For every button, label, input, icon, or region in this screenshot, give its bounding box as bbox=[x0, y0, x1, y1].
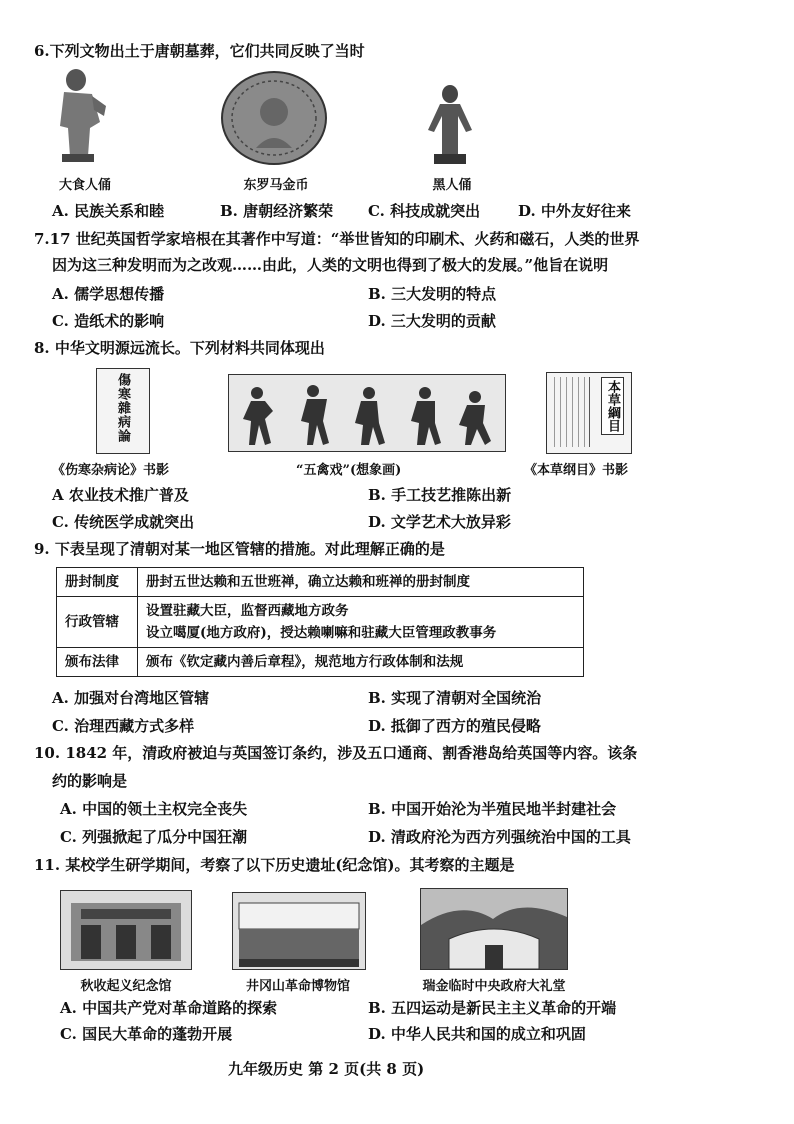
q7-stem-line1: 7.17 世纪英国哲学家培根在其著作中写道：“举世皆知的印刷术、火药和磁石，人类的世界 bbox=[34, 230, 640, 248]
q11-caption-1: 秋收起义纪念馆 bbox=[80, 979, 172, 994]
q7-option-c: C. 造纸术的影响 bbox=[52, 312, 165, 330]
byzantine-gold-coin-image bbox=[218, 68, 330, 168]
shanghan-book-title: 傷寒雜病論 bbox=[115, 373, 130, 443]
table-cell: 册封五世达赖和五世班禅，确立达赖和班禅的册封制度 bbox=[138, 568, 584, 597]
table-cell-line: 设立噶厦(地方政府)，授达赖喇嘛和驻藏大臣管理政教事务 bbox=[146, 625, 497, 641]
table-cell-line: 设置驻藏大臣，监督西藏地方政务 bbox=[146, 603, 349, 619]
bencao-book-title: 本草綱目 bbox=[601, 377, 624, 435]
q7-option-b: B. 三大发明的特点 bbox=[368, 285, 497, 303]
q10-option-d: D. 清政府沦为西方列强统治中国的工具 bbox=[368, 828, 631, 846]
q11-option-b: B. 五四运动是新民主主义革命的开端 bbox=[368, 999, 617, 1017]
table-head-cell: 颁布法律 bbox=[57, 648, 138, 677]
q8-option-c: C. 传统医学成就突出 bbox=[52, 513, 195, 531]
q7-option-a: A. 儒学思想传播 bbox=[52, 285, 165, 303]
q6-caption-1: 大食人俑 bbox=[58, 178, 111, 193]
page-footer: 九年级历史 第 2 页(共 8 页) bbox=[228, 1060, 425, 1078]
table-row bbox=[57, 597, 584, 648]
q9-measures-table bbox=[56, 567, 584, 677]
table-head-cell: 行政管辖 bbox=[57, 597, 138, 648]
q6-caption-3: 黑人俑 bbox=[432, 178, 472, 193]
q8-caption-3: 《本草纲目》书影 bbox=[524, 463, 629, 478]
q8-stem: 8. 中华文明源远流长。下列材料共同体现出 bbox=[34, 339, 325, 357]
q9-option-d: D. 抵御了西方的殖民侵略 bbox=[368, 717, 541, 735]
q8-option-d: D. 文学艺术大放异彩 bbox=[368, 513, 511, 531]
table-cell bbox=[138, 597, 584, 648]
q6-option-d: D. 中外友好往来 bbox=[518, 202, 631, 220]
q9-stem: 9. 下表呈现了清朝对某一地区管辖的措施。对此理解正确的是 bbox=[34, 540, 445, 558]
q10-stem-line1: 10. 1842 年，清政府被迫与英国签订条约，涉及五口通商、割香港岛给英国等内容。该条 bbox=[34, 744, 638, 762]
q9-option-a: A. 加强对台湾地区管辖 bbox=[52, 689, 210, 707]
q10-option-a: A. 中国的领土主权完全丧失 bbox=[60, 800, 248, 818]
q6-caption-2: 东罗马金币 bbox=[243, 178, 309, 193]
q8-option-a: A 农业技术推广普及 bbox=[52, 486, 189, 504]
q10-option-b: B. 中国开始沦为半殖民地半封建社会 bbox=[368, 800, 617, 818]
tang-figurine-dashi-image bbox=[48, 66, 118, 166]
q8-caption-1: 《伤寒杂病论》书影 bbox=[52, 463, 170, 478]
q8-caption-2: “五禽戏”(想象画) bbox=[296, 463, 402, 478]
ruijin-auditorium-image bbox=[420, 888, 568, 970]
q7-stem-line2: 因为这三种发明而为之改观……由此，人类的文明也得到了极大的发展。”他旨在说明 bbox=[52, 256, 609, 274]
q11-stem: 11. 某校学生研学期间，考察了以下历史遗址(纪念馆)。其考察的主题是 bbox=[34, 856, 515, 874]
q11-option-d: D. 中华人民共和国的成立和巩固 bbox=[368, 1025, 586, 1043]
q6-option-b: B. 唐朝经济繁荣 bbox=[220, 202, 334, 220]
q6-stem: 6.下列文物出土于唐朝墓葬，它们共同反映了当时 bbox=[34, 42, 365, 60]
table-head-cell: 册封制度 bbox=[57, 568, 138, 597]
table-cell: 颁布《钦定藏内善后章程》，规范地方行政体制和法规 bbox=[138, 648, 584, 677]
q10-option-c: C. 列强掀起了瓜分中国狂潮 bbox=[60, 828, 248, 846]
q11-option-c: C. 国民大革命的蓬勃开展 bbox=[60, 1025, 233, 1043]
q8-option-b: B. 手工技艺推陈出新 bbox=[368, 486, 512, 504]
q9-option-b: B. 实现了清朝对全国统治 bbox=[368, 689, 542, 707]
q11-caption-2: 井冈山革命博物馆 bbox=[245, 979, 350, 994]
q9-option-c: C. 治理西藏方式多样 bbox=[52, 717, 195, 735]
jinggangshan-museum-image bbox=[232, 892, 366, 970]
q6-option-a: A. 民族关系和睦 bbox=[52, 202, 165, 220]
q10-stem-line2: 约的影响是 bbox=[52, 772, 128, 790]
qiushou-memorial-image bbox=[60, 890, 192, 970]
q11-caption-3: 瑞金临时中央政府大礼堂 bbox=[422, 979, 566, 994]
q6-option-c: C. 科技成就突出 bbox=[368, 202, 481, 220]
wuqinxi-painting-image bbox=[228, 374, 506, 452]
q11-option-a: A. 中国共产党对革命道路的探索 bbox=[60, 999, 278, 1017]
tang-figurine-black-image bbox=[420, 82, 482, 168]
table-row bbox=[57, 648, 584, 677]
table-row bbox=[57, 568, 584, 597]
bencao-book-image bbox=[546, 372, 632, 454]
shanghan-book-image bbox=[96, 368, 150, 454]
q7-option-d: D. 三大发明的贡献 bbox=[368, 312, 496, 330]
